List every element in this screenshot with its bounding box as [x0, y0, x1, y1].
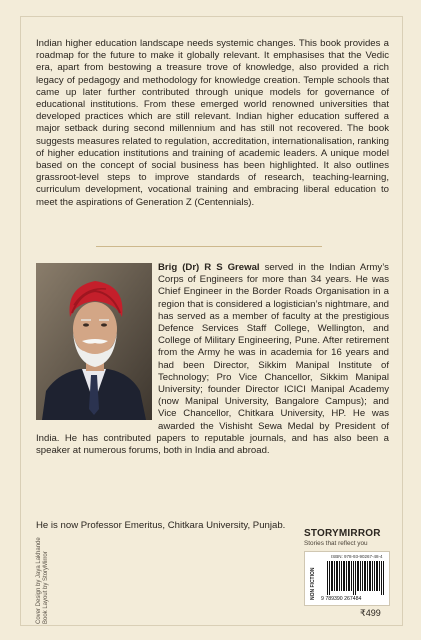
section-divider [96, 246, 322, 247]
author-bio-text: served in the Indian Army’s Corps of Engineers for more than 34 years. He was Chief Engineer in the Border Roads Organisation in a region that is considered a logistician’s nightmare, and has served as a member of faculty at the prestigious Defence Services Staff College, Wellington, and College of Military Engineering, Pune. After retirement from the Army he was in academia for 16 years and had been Director, Sikkim Manipal Institute of Technology; Pro Vice Chancellor, Sikkim Manipal University; founder Director ICICI Manipal Academy (now Manipal University, Bangalore Campus); and Vice Chancellor, Chitkara University, HP. He was awarded the Vishisht Sewa Medal by President of India. He has contributed papers to reputable journals, and has also been a speaker at numerous forums, both in India and abroad. [36, 262, 389, 457]
barcode-icon [327, 561, 385, 595]
publisher-logo: STORYMIRROR [304, 528, 381, 539]
credits-text: Cover Design by Jaya Lakhande Book Layout by StoryMirror [36, 537, 50, 624]
book-blurb: Indian higher education landscape needs systemic changes. This book provides a roadmap for the future to make it globally relevant. It emphasises that the Vedic era, apart from bestowing a treasure trove of knowledge, also provided a rich legacy of pedagogy and methodology for knowledge creation. Temple schools that came up later further contributed through unique models for governance of educational institutions. From these emerged world renowned universities that developed practices which are still relevant. Indian higher education suffered a major setback during second millennium and has still not recovered. The book suggests measures related to regulation, accreditation, internationalisation, ranking of higher education institutions and training of academic leaders. A unique model based on the concept of social business has been highlighted. It also outlines grassroot-level steps to improve standards of research, teaching-learning, curriculum development, vocational training and embracing liberal education to meet the aspirations of Generation Z (Centennials). [36, 38, 389, 208]
isbn-label: ISBN: 978-93-90267-48-4 [331, 554, 383, 559]
publisher-tagline: Stories that reflect you [304, 540, 368, 547]
author-name: Brig (Dr) R S Grewal [158, 262, 260, 273]
cover-credits [36, 537, 96, 626]
barcode-panel [304, 551, 390, 606]
isbn-digits: 9 789390 267484 [321, 596, 362, 602]
price-label: ₹499 [360, 608, 381, 618]
author-closing: He is now Professor Emeritus, Chitkara University, Punjab. [36, 520, 286, 531]
author-portrait [36, 263, 152, 420]
genre-label: NON FICTION [310, 567, 316, 600]
author-portrait-image [36, 263, 152, 420]
